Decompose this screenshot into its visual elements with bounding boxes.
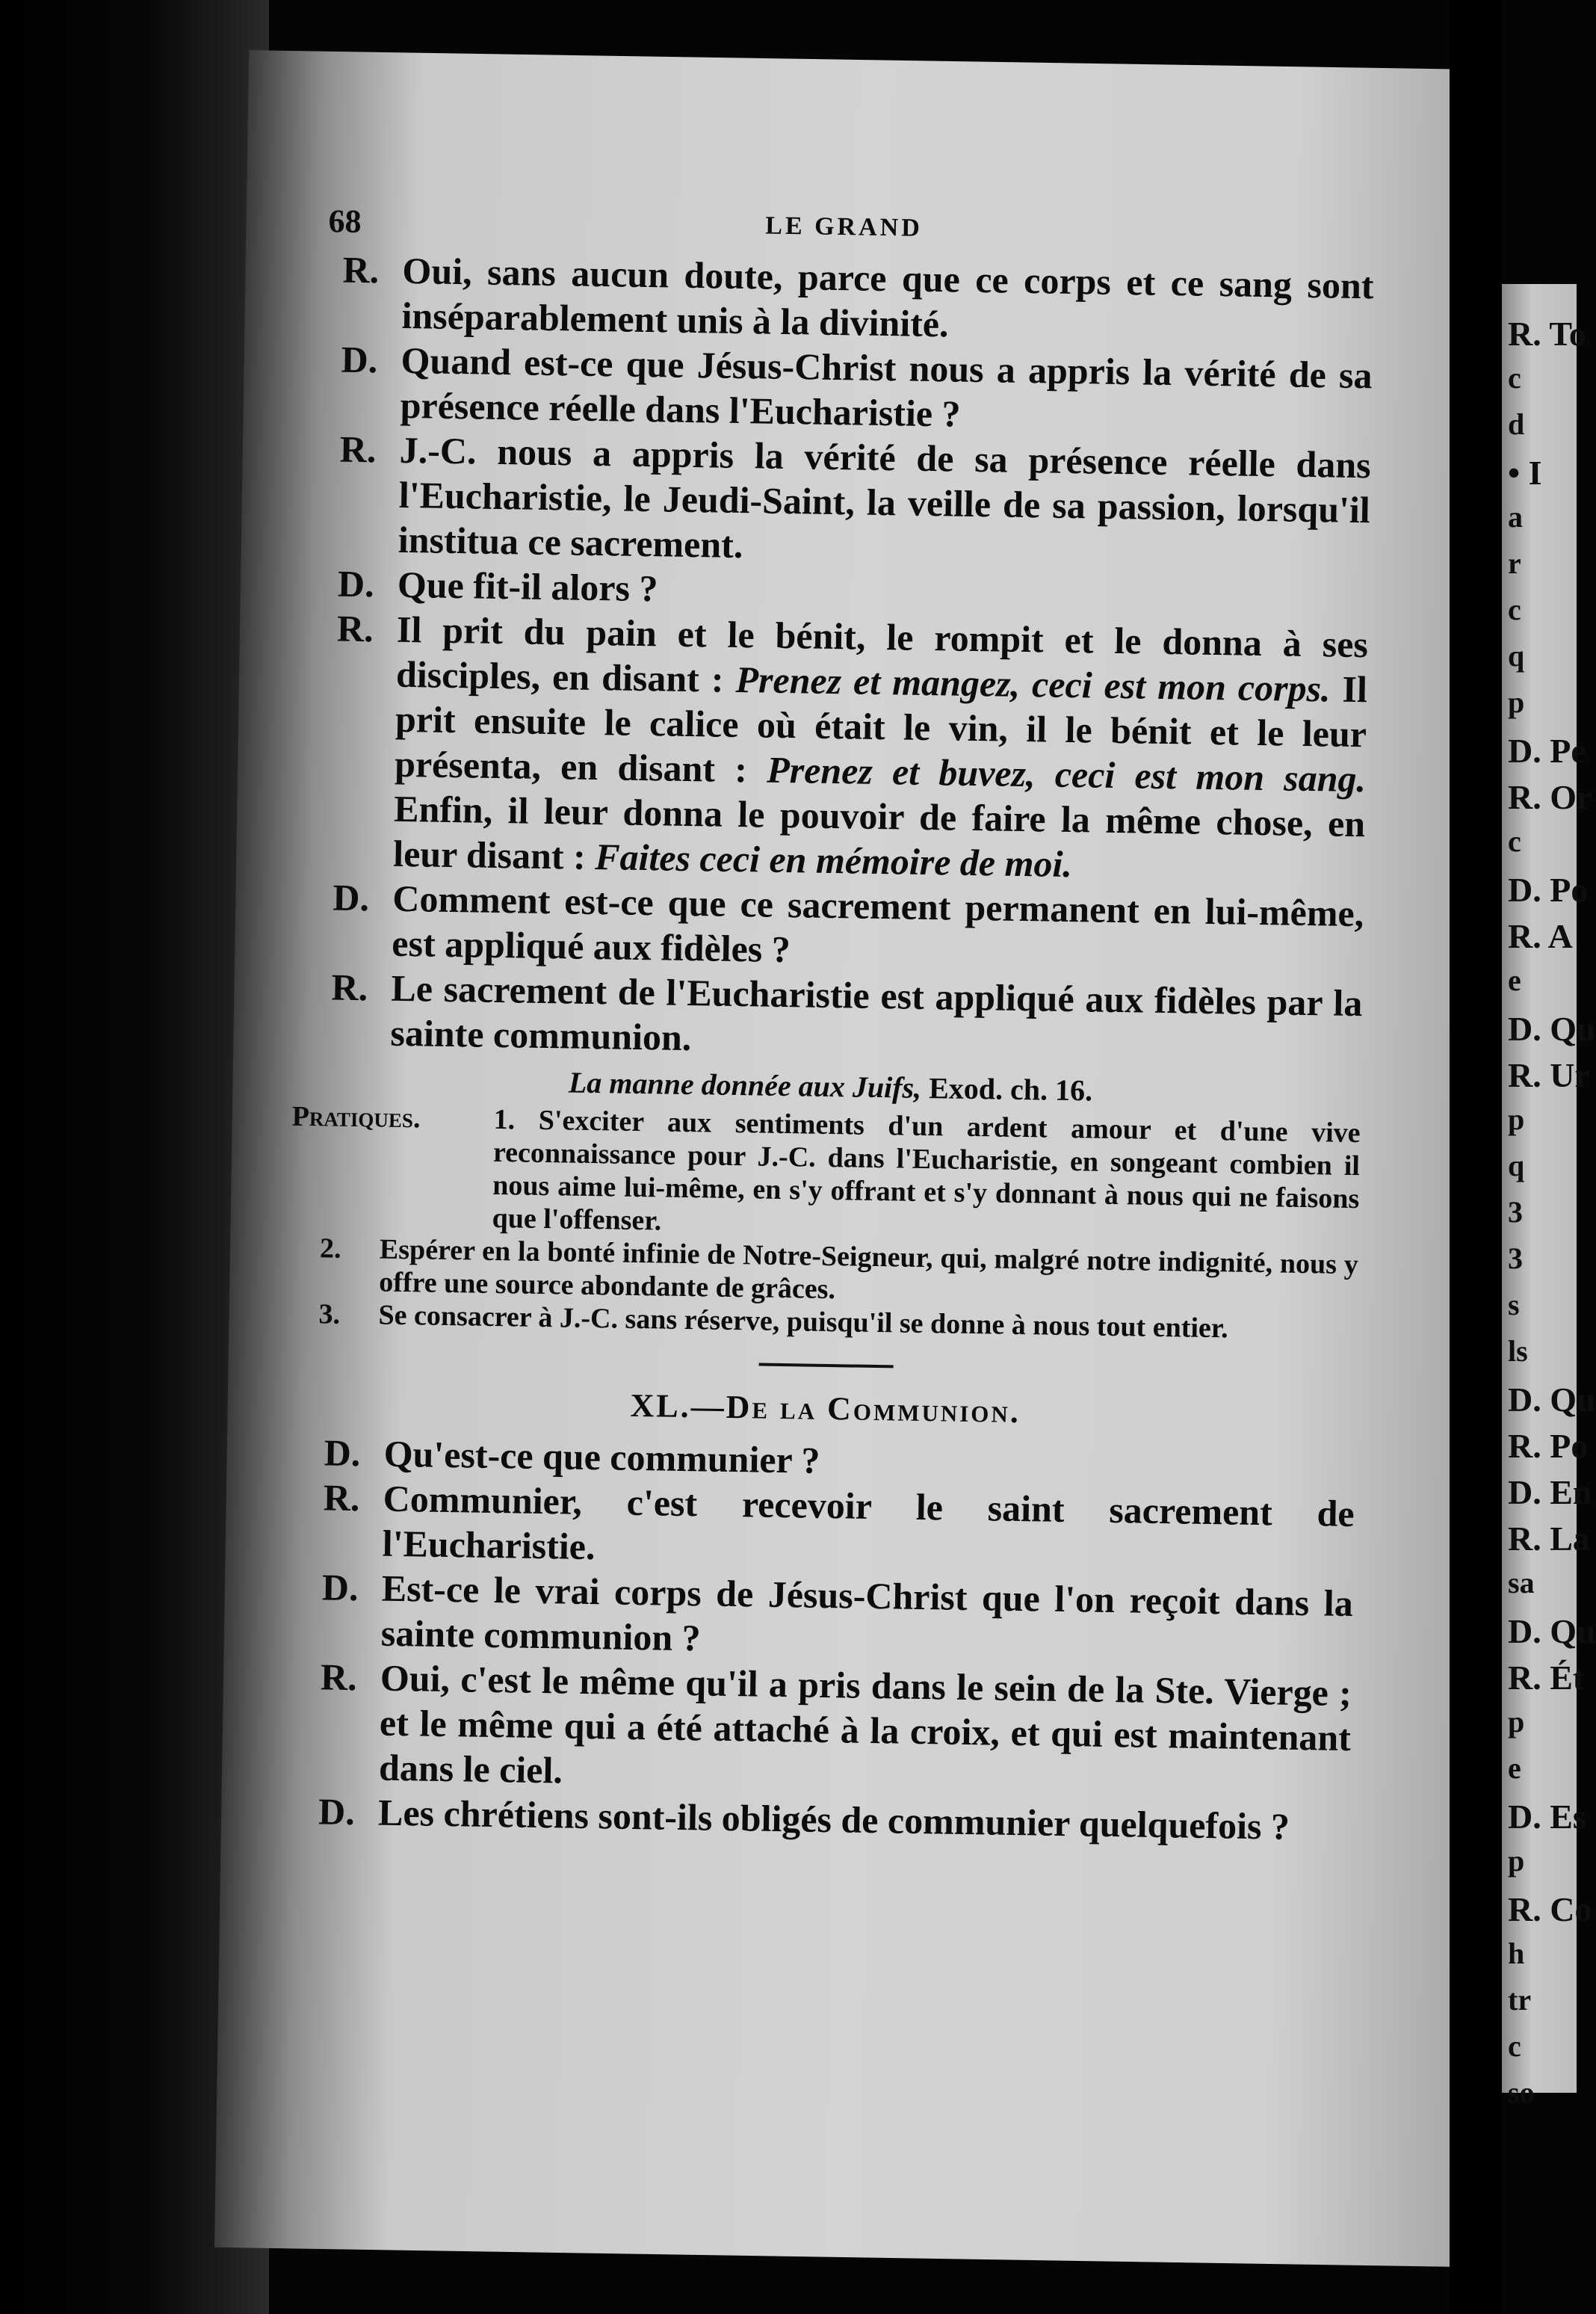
facing-page-fragment: p <box>1508 1844 1525 1878</box>
facing-page-fragment: c <box>1508 361 1521 395</box>
catechism-question <box>310 336 1373 442</box>
facing-page-fragment: p <box>1508 1102 1525 1136</box>
facing-page-fragment: d <box>1508 407 1525 441</box>
pratique-item <box>291 1100 1361 1248</box>
qa-text: Le sacrement de l'Eucharistie est appliqué aux fidèles par la sainte communion. <box>390 966 1363 1059</box>
facing-page-fragment: p <box>1508 685 1525 719</box>
facing-page-fragment: R. Or <box>1508 778 1592 816</box>
facing-page-fragment: R. Ét <box>1508 1659 1585 1697</box>
qa-label: D. <box>341 338 378 381</box>
answer-text: Enfin, il leur donna le pouvoir de faire la même chose, en leur disant : <box>392 787 1366 878</box>
catechism-bottom <box>288 1430 1355 1850</box>
catechism-question <box>302 874 1364 981</box>
answer-text: Il prit du pain et le bénit, le rompit et le donna à ses disciples, en disant : <box>395 608 1369 700</box>
facing-page-fragment: r <box>1508 546 1521 580</box>
qa-label: R. <box>331 966 368 1009</box>
pratique-text: S'exciter aux sentiments d'un ardent amour et d'une vive reconnaissance pour J.-C. dans l'Eucharistie, en songeant combien il nous aime lui-même, en s'y offrant et s'y donnant à nous qui ne faisons que l'offenser. <box>492 1104 1361 1237</box>
facing-page-fragment: R. La <box>1508 1519 1590 1558</box>
facing-page-fragment: R. Co <box>1508 1890 1592 1928</box>
qa-text: Quand est-ce que Jésus-Christ nous a appris la vérité de sa présence réelle dans l'Eucharistie ? <box>400 339 1373 435</box>
facing-page-fragment: 3 <box>1508 1241 1523 1275</box>
catechism-answer <box>292 1475 1355 1581</box>
qa-label: D. <box>321 1566 359 1609</box>
qa-text: Oui, sans aucun doute, parce que ce corps et ce sang sont inséparablement unis à la divinité. <box>401 249 1374 345</box>
qa-label: D. <box>332 876 370 919</box>
facing-page-fragment: D. Po <box>1508 871 1589 909</box>
answer-label: R. <box>336 607 374 650</box>
catechism-question <box>291 1564 1353 1670</box>
caption-reference: Exod. ch. 16. <box>921 1070 1093 1108</box>
qa-text: Qu'est-ce que communier ? <box>383 1432 820 1481</box>
book-gutter <box>1450 0 1502 2314</box>
facing-page-fragment: so <box>1508 2076 1535 2109</box>
facing-page-fragment: q <box>1508 639 1525 673</box>
facing-page-fragment: h <box>1508 1937 1525 1970</box>
facing-page-fragment: p <box>1508 1705 1525 1738</box>
facing-page-fragment: ls <box>1508 1334 1528 1368</box>
qa-text: Que fit-il alors ? <box>397 563 658 610</box>
facing-page-fragment: D. Qu <box>1508 1612 1596 1650</box>
qa-text: Oui, c'est le même qu'il a pris dans le sein de la Ste. Vierge ; et le même qui a été attaché à la croix, et qui est maintenant dans le ciel. <box>378 1656 1352 1792</box>
facing-page-fragment: D. Pe <box>1508 732 1586 770</box>
caption-title: La manne donnée aux Juifs, <box>568 1065 922 1105</box>
pratique-text: Espérer en la bonté infinie de Notre-Seigneur, qui, malgré notre indignité, nous y offre une source abondante de grâces. <box>378 1233 1359 1306</box>
facing-page-fragment: q <box>1508 1149 1525 1182</box>
facing-page-fragment: • I <box>1508 454 1542 492</box>
qa-label: R. <box>323 1476 360 1519</box>
catechism-middle <box>300 874 1364 1070</box>
facing-page-fragment: c <box>1508 824 1521 858</box>
catechism-answer <box>308 426 1371 577</box>
qa-label: R. <box>339 428 377 471</box>
facing-page-fragment: e <box>1508 963 1521 997</box>
answer-text: Il prit ensuite le calice où était le vin, il le bénit et le leur présenta, en disant : <box>394 667 1368 791</box>
pratique-number: 1. <box>493 1103 516 1136</box>
facing-page-fragment: R. A <box>1508 917 1573 955</box>
pratique-number: 3. <box>318 1298 341 1330</box>
pratiques-label: Pratiques. <box>291 1100 421 1135</box>
qa-label: D. <box>324 1431 361 1475</box>
facing-page-fragment: D. Qu <box>1508 1380 1596 1419</box>
quote-memory: Faites ceci en mémoire de moi. <box>594 836 1073 886</box>
facing-page-text <box>1505 0 1596 2314</box>
catechism-answer <box>289 1654 1352 1805</box>
qa-text: Communier, c'est recevoir le saint sacrement de l'Eucharistie. <box>382 1477 1355 1568</box>
running-title: LE GRAND <box>765 212 924 242</box>
facing-page-fragment: e <box>1508 1751 1521 1785</box>
pratique-text: Se consacrer à J.-C. sans réserve, puisqu'il se donne à nous tout entier. <box>378 1299 1229 1345</box>
facing-page-fragment: D. Qu <box>1508 1010 1596 1048</box>
catechism-answer <box>300 964 1363 1070</box>
facing-page-fragment: c <box>1508 2029 1521 2063</box>
qa-label: D. <box>318 1790 356 1833</box>
facing-page-fragment: s <box>1508 1288 1520 1321</box>
facing-page-fragment: D. Es <box>1508 1798 1586 1836</box>
qa-text: Comment est-ce que ce sacrement permanent en lui-même, est appliqué aux fidèles ? <box>391 877 1364 971</box>
catechism-answer-institution <box>303 605 1368 891</box>
quote-body: Prenez et mangez, ceci est mon corps. <box>735 658 1331 710</box>
section-divider <box>759 1363 894 1369</box>
qa-label: R. <box>320 1656 358 1699</box>
qa-text: Est-ce le vrai corps de Jésus-Christ que l'on reçoit dans la sainte communion ? <box>380 1567 1354 1659</box>
facing-page-fragment: a <box>1508 500 1523 534</box>
facing-page-fragment: R. Ur <box>1508 1056 1590 1094</box>
page-text <box>288 202 1375 1850</box>
page-number: 68 <box>328 203 362 240</box>
qa-label: R. <box>342 248 380 291</box>
qa-text: Les chrétiens sont-ils obligés de communier quelquefois ? <box>377 1791 1290 1848</box>
facing-page-fragment: D. En <box>1508 1473 1592 1511</box>
facing-page-fragment: R. To <box>1508 315 1586 353</box>
facing-page-fragment: sa <box>1508 1566 1535 1599</box>
pratiques-section <box>291 1100 1361 1347</box>
catechism-answer <box>312 247 1374 353</box>
facing-page-fragment: 3 <box>1508 1195 1523 1229</box>
pratique-number: 2. <box>319 1232 341 1265</box>
section-title: XL.—De la Communion. <box>630 1386 1021 1431</box>
quote-blood: Prenez et buvez, ceci est mon sang. <box>766 748 1367 800</box>
facing-page-fragment: tr <box>1508 1983 1532 2017</box>
catechism-top <box>308 247 1374 622</box>
qa-text: J.-C. nous a appris la vérité de sa présence réelle dans l'Eucharistie, le Jeudi-Saint, la veille de sa passion, lorsqu'il institua ce sacrement. <box>398 428 1372 567</box>
facing-page-fragment: R. Po <box>1508 1427 1589 1465</box>
facing-page-fragment: c <box>1508 593 1521 626</box>
qa-label: D. <box>337 562 375 605</box>
